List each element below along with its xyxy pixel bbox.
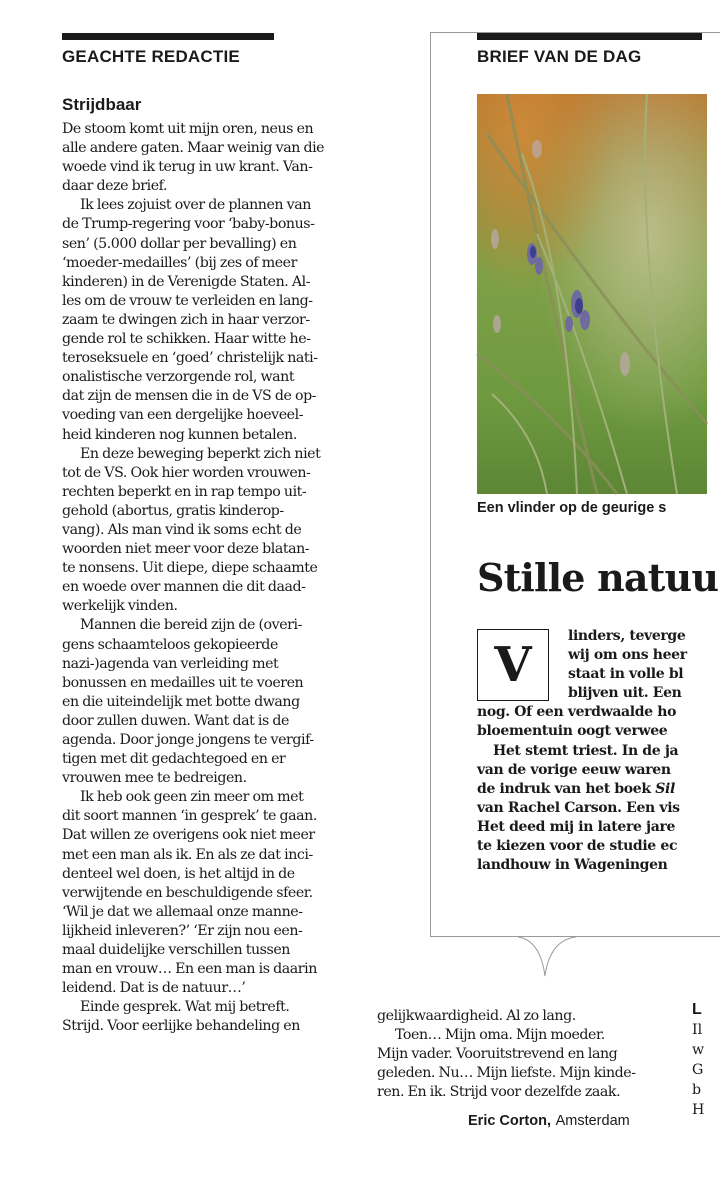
body-line: en die uiteindelijk met botte dwang: [62, 693, 300, 710]
body-line: verwijtende en beschuldigende sfeer.: [62, 884, 313, 901]
body-line: man en vrouw… En een man is daarin: [62, 961, 317, 978]
signature-city: Amsterdam: [555, 1113, 630, 1129]
body-line: en woede over mannen die dit daad-: [62, 579, 306, 596]
feature-photo: [477, 94, 707, 494]
lede-line: bloementuin oogt verwee: [477, 723, 668, 740]
lede-line: Het deed mij in latere jare: [477, 818, 676, 835]
body-line: ‘moeder-medailles’ (bij zes of meer: [62, 254, 297, 271]
lede-line: wij om ons heer: [568, 647, 687, 664]
body-line: tigen met dit gedachtegoed en er: [62, 751, 286, 768]
body-line: lijkheid inleveren?’ ‘Er zijn nou een-: [62, 922, 303, 939]
lede-line: nog. Of een verdwaalde ho: [477, 704, 677, 721]
body-line: vrouwen mee te bedreigen.: [62, 770, 247, 787]
body-line: onalistische verzorgende rol, want: [62, 369, 295, 386]
body-line: heid kinderen nog kunnen betalen.: [62, 426, 297, 443]
body-line: rechten beperkt en in rap tempo uit-: [62, 483, 307, 500]
letter-body-column: [62, 120, 324, 1037]
clipped-column-heading: L: [692, 1001, 702, 1018]
clipped-next-column: [692, 1000, 704, 1120]
letter-signature: [468, 1113, 630, 1129]
body-line: tot de VS. Ook hier worden vrouwen-: [62, 464, 311, 481]
body-line: leidend. Dat is de natuur…’: [62, 980, 246, 997]
body-line: les om de vrouw te verleiden en lang-: [62, 292, 313, 309]
body-line: daar deze brief.: [62, 178, 168, 195]
signature-name: Eric Corton,: [468, 1113, 551, 1129]
clipped-column-line: w: [692, 1042, 705, 1058]
body-line: kinderen) in de Verenigde Staten. Al-: [62, 273, 311, 290]
lede-line: landhouw in Wageningen: [477, 857, 668, 874]
body-line: Einde gesprek. Wat mij betreft.: [80, 999, 290, 1016]
body-line: bonussen en medailles uit te voeren: [62, 674, 304, 691]
section-title-geachte-redactie: GEACHTE REDACTIE: [62, 47, 240, 66]
body-line: sen’ (5.000 dollar per bevalling) en: [62, 235, 297, 252]
body-line: ren. En ik. Strijd voor dezelfde zaak.: [377, 1084, 621, 1101]
drop-cap: V: [477, 629, 549, 701]
body-line: En deze beweging beperkt zich niet: [80, 445, 321, 462]
body-line: Toen… Mijn oma. Mijn moeder.: [395, 1027, 605, 1044]
body-line: gelijkwaardigheid. Al zo lang.: [377, 1008, 576, 1024]
body-line: met een man als ik. En als ze dat inci-: [62, 846, 313, 863]
body-line: agenda. Door jonge jongens te vergif-: [62, 732, 314, 748]
body-line: door zullen duwen. Want dat is de: [62, 712, 289, 729]
body-line: teroseksuele en ‘goed’ christelijk nati-: [62, 350, 318, 367]
body-line: maal duidelijke verschillen tussen: [62, 942, 290, 959]
lede-line: van Rachel Carson. Een vis: [477, 799, 680, 816]
body-line: de Trump-regering voor ‘baby-bonus-: [62, 216, 315, 233]
letter-subhead: Strijdbaar: [62, 95, 142, 114]
body-line: Mijn vader. Vooruitstrevend en lang: [377, 1046, 618, 1063]
feature-headline: Stille natuu: [477, 555, 719, 600]
lede-line: Het stemt triest. In de ja: [493, 742, 679, 759]
lede-line: blijven uit. Een: [568, 685, 682, 702]
body-line: werkelijk vinden.: [62, 598, 178, 615]
lede-line: linders, teverge: [568, 628, 686, 644]
section-rule-left: [62, 33, 274, 40]
feature-lede: [477, 627, 687, 875]
body-line: zaam te dwingen zich in haar verzor-: [62, 311, 310, 328]
clipped-column-line: G: [692, 1062, 704, 1078]
body-line: Ik heb ook geen zin meer om met: [80, 789, 304, 806]
section-rule-right: [477, 33, 702, 40]
body-line: woede vind ik terug in uw krant. Van-: [62, 159, 313, 176]
clipped-column-line: Il: [692, 1022, 703, 1038]
photo-caption: Een vlinder op de geurige s: [477, 500, 667, 516]
body-line: geleden. Nu… Mijn liefste. Mijn kinde-: [377, 1065, 636, 1082]
body-line: vang). Als man vind ik soms echt de: [62, 521, 302, 538]
lede-line: te kiezen voor de studie ec: [477, 838, 678, 855]
body-line: te nonsens. Uit diepe, diepe schaamte: [62, 560, 318, 577]
body-line: gens schaamteloos gekopieerde: [62, 636, 278, 653]
body-line: dit soort mannen ‘in gesprek’ te gaan.: [62, 808, 317, 825]
body-line: Strijd. Voor eerlijke behandeling en: [62, 1018, 300, 1035]
lede-line: de indruk van het boek Sil: [477, 780, 675, 797]
body-line: alle andere gaten. Maar weinig van die: [62, 140, 325, 157]
section-title-brief-van-de-dag: BRIEF VAN DE DAG: [477, 47, 642, 66]
clipped-column-line: H: [692, 1102, 705, 1118]
body-line: ‘Wil je dat we allemaal onze manne-: [62, 903, 303, 920]
lede-line: staat in volle bl: [568, 666, 684, 683]
body-line: gehold (abortus, gratis kinderop-: [62, 502, 284, 519]
body-line: nazi-)agenda van verleiding met: [62, 655, 279, 672]
speech-pointer: [518, 936, 578, 980]
body-line: Dat willen ze overigens ook niet meer: [62, 827, 315, 844]
body-line: dat zijn de mensen die in de VS de op-: [62, 388, 317, 405]
body-line: denteel wel doen, is het altijd in de: [62, 865, 295, 882]
letter-body-continuation: [377, 1007, 636, 1102]
lede-line: van de vorige eeuw waren: [477, 761, 671, 778]
body-line: De stoom komt uit mijn oren, neus en: [62, 121, 314, 137]
body-line: woorden niet meer voor deze blatan-: [62, 541, 310, 558]
body-line: Mannen die bereid zijn de (overi-: [80, 617, 302, 634]
clipped-column-line: b: [692, 1082, 702, 1098]
body-line: Ik lees zojuist over de plannen van: [80, 197, 311, 214]
body-line: gende rol te schikken. Haar witte he-: [62, 331, 311, 348]
body-line: voeding van een dergelijke hoeveel-: [62, 407, 304, 424]
